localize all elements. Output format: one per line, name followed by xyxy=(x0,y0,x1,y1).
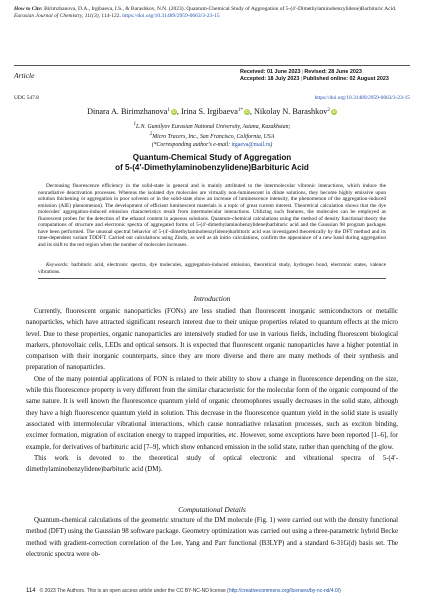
affiliations xyxy=(0,121,424,149)
author-name: Irina S. Irgibaeva xyxy=(180,107,238,116)
title-line: of 5-(4′-Dimethylaminobenzylidene)Barbituric Acid xyxy=(115,163,309,173)
citation-doi-link[interactable]: https://doi.org/10.31489/2959-0663/3-23-15 xyxy=(120,13,220,20)
affil-sup: 2 xyxy=(149,132,153,138)
article-type: Article xyxy=(14,71,35,80)
paragraph: This work is devoted to the theoretical study of optical electronic and vibrational spectra of 5-(4′-dimethylaminobenzylidene)barbituric acid (DM). xyxy=(26,454,398,474)
article-dates: Received: 01 June 2023 | Revised: 28 June 2023 Accepted: 18 July 2023 | Published online: 02 August 2023 xyxy=(240,69,389,83)
paragraph: One of the many potential applications of FON is related to their ability to show a change in fluorescence depending on the size, while this fluorescence property is very different from the similar characteristic for the molecular form of the organic compound of the same nature. It is well known the fluorescence quantum yield of organic chromophores usually decreases in the solid state, although they have a high fluorescence quantum yield in solution. This decrease in the fluorescence quantum yield in the solid state is usually associated with intermolecular vibrational interactions, which cause nonradiative relaxation processes, such as exciton binding, excimer formation, migration of excitation energy to trapped impurities, etc. However, some exceptions have been reported [1–6], for example, for derivatives of barbituric acid [7–9], which show enhanced emission in the solid state, rather than quenching of the glow. xyxy=(26,375,398,451)
section-title-computational: Computational Details xyxy=(178,505,246,514)
udc-code: UDC 547.8 xyxy=(14,95,39,101)
section-title-introduction: Introduction xyxy=(193,294,231,303)
corresponding-email[interactable]: irgaeva@mail.ru xyxy=(231,141,271,148)
computational-body xyxy=(26,515,398,560)
keywords-text: barbituric acid, electronic spectra, dye molecules, aggregation-induced emission, theoretical study, hydrogen bond, electronic states, valence vibrations. xyxy=(38,262,386,275)
page-footer xyxy=(26,588,410,594)
author-sup: 2 xyxy=(327,108,330,113)
abstract: Decreasing fluorescence efficiency in the solid-state is general and is mainly attributed to the intermolecular vibronic interactions, which induce the nonradiative deactivation processes. Whereas the isolated dye molecules are virtually non-luminescent in dilute solutions, they become highly emissive upon solution thickening or aggregation in poor solvents or in the solid-state show an increase of luminescence intensity, the phenomenon of the aggregation-induced emission (AIE) phenomenon). The development of efficient luminescent materials is a topic of great current interest. Theoretical calculation shows that the dye molecules' aggregation-induced emission characteristics result from intermolecular interactions. Utilizing such features, the molecules can be employed as fluorescent probes for the detection of the ethanol content in aqueous solutions. Quantum-chemical calculations using the method of density functional theory the computations of structure and electronic spectra of aggregated forms of 5-(4′-dimethylaminobenzylidene)barbituric acid and the Gaussian 98 program packages have been performed. The unusual spectral behavior of 5-(4′-dimethylaminobenzylidene)barbituric acid was investigated theoretically by the DFT method and its time-dependent variant TDDFT. Carried out calculations using Zindo, as well as ab initio calculations, confirm the appearance of a new band during aggregation and its shift to the red region when the number of molecules increases. xyxy=(38,183,386,248)
article-header xyxy=(14,68,410,92)
license-text: © 2023 The Authors. This is an open access article under the CC BY-NC-ND license ( xyxy=(39,588,229,594)
header-divider xyxy=(14,65,410,66)
keywords xyxy=(38,262,386,275)
paragraph: Quantum-chemical calculations of the geometric structure of the DM molecule (Fig. 1) were carried out with the density functional method (DFT) using the Gaussian 98 software package. Geometry optimization was carried out using a three-parametric hybrid Becke method with gradient-correction correlation of the Lee, Yang and Parr functional (B3LYP) and a standard 6-31G(d) basis set. The electronic spectra were ob- xyxy=(26,517,398,558)
title-line: Quantum-Chemical Study of Aggregation xyxy=(132,153,292,162)
received-date: Received: 01 June 2023 xyxy=(240,69,301,75)
citation-text: Birimzhanova, D.A., Irgibaeva, I.S., & Barashkov, N.N. (2023). Quantum-Chemical Study of Aggregation of 5-(4′-Dimethylaminobenzylidene)Barbituric Acid. xyxy=(42,6,397,12)
affiliation-1: L.N. Gumilyov Eurasian National University, Astana, Kazakhstan; xyxy=(136,124,291,130)
citation-label: How to Cite: xyxy=(14,6,43,12)
paper-title xyxy=(0,153,424,174)
author-list: Dinara A. Birimzhanova$^1$ iD, Irina S. Irgibaeva$^{1*}$ iD, Nikolay N. Barashkov$^2$ iD xyxy=(87,107,336,116)
revised-date: Revised: 28 June 2023 xyxy=(304,69,362,75)
citation-journal: Eurasian Journal of Chemistry, 111(3), xyxy=(14,13,100,20)
affil-sup: 1 xyxy=(133,122,136,127)
corresponding-label: (*Corresponding author's e-mail: xyxy=(151,141,232,148)
doi-link[interactable]: https://doi.org/10.31489/2959-0663/3-23-15 xyxy=(314,95,410,101)
author-sup: 1 xyxy=(167,108,170,113)
keywords-label: Keywords: xyxy=(46,262,69,268)
accepted-date: Accepted: 18 July 2023 xyxy=(240,76,300,83)
author-sup: 1* xyxy=(237,108,243,113)
author-name: Nikolay N. Barashkov xyxy=(253,107,328,116)
published-date: Published online: 02 August 2023 xyxy=(303,76,389,83)
abstract-divider xyxy=(38,278,386,279)
author-name: Dinara A. Birimzhanova xyxy=(87,107,168,116)
license-end: ) xyxy=(339,588,341,594)
paragraph: Currently, fluorescent organic nanoparticles (FONs) are less studied than fluorescent inorganic semiconductors or metallic nanoparticles, which have attracted significant research interest due to their unique properties related to quantum effects at the micro level. Due to these properties, organic nanoparticles are intensively studied for use in various fields, including fluorescent biological markers, photovoltaic cells, LEDs and optical sensors. It is expected that fluorescent organic nanoparticles have a higher potential in comparison with their inorganic counterparts, since they are more diverse and there are many methods of their synthesis and preparation of nanoparticles. xyxy=(26,308,398,372)
citation-block xyxy=(14,6,410,20)
affiliation-2: Micro Tracers, Inc., San Francisco, California, USA xyxy=(152,134,275,141)
introduction-body xyxy=(26,306,398,475)
corresponding-end: ) xyxy=(270,141,273,148)
orcid-icon[interactable]: iD xyxy=(331,109,336,114)
license-link[interactable]: http://creativecommons.org/licenses/by-nc-nd/4.0/ xyxy=(228,588,340,594)
orcid-icon[interactable]: iD xyxy=(244,109,249,114)
udc-row xyxy=(14,95,410,103)
citation-pages: 114-122. xyxy=(99,13,121,20)
orcid-icon[interactable]: iD xyxy=(171,109,176,114)
page-number: 114 xyxy=(26,588,36,594)
